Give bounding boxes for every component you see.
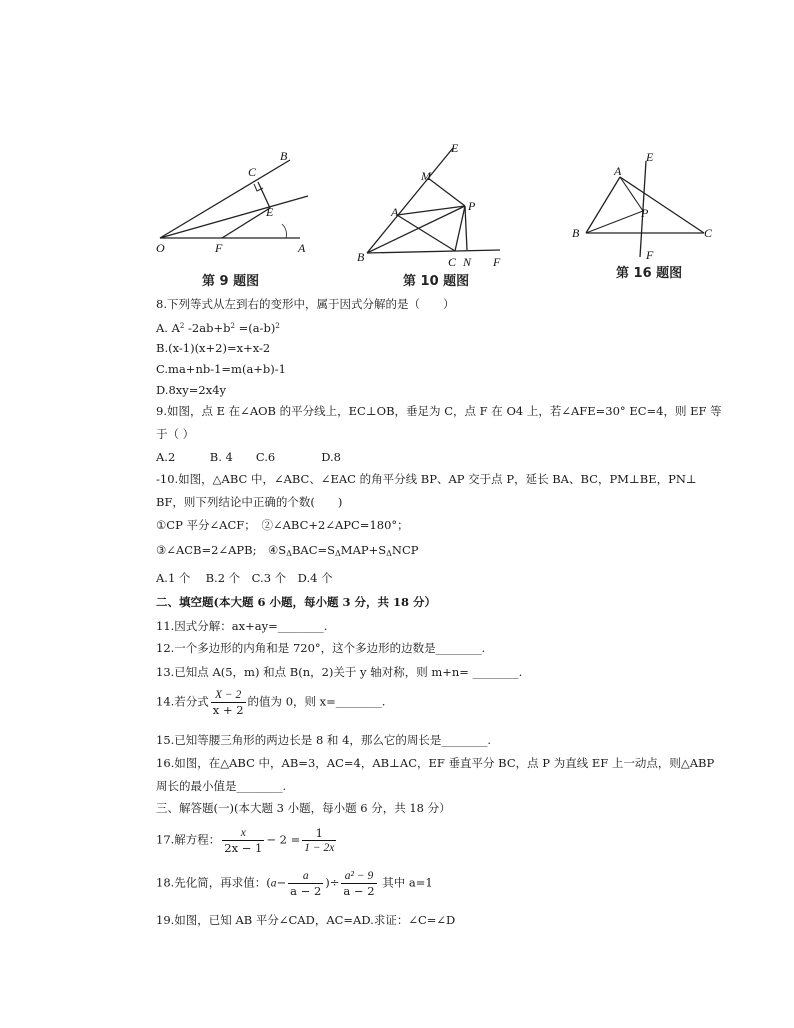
fig10-caption: 第 10 题图 (403, 274, 470, 289)
fig10-label-n: N (463, 255, 472, 269)
figure-10 (355, 140, 515, 299)
fig16-caption: 第 16 题图 (616, 266, 683, 281)
q10-options: A.1 个 B.2 个 C.3 个 D.4 个 (156, 571, 333, 585)
q8-option-b: B.(x-1)(x+2)=x+x-2 (156, 341, 271, 355)
fig16-label-c: C (704, 226, 713, 240)
fig9-label-a: A (298, 241, 306, 255)
fig10-label-p: P (468, 199, 476, 213)
q10-line-4: ③∠ACB=2∠APB; $④S_\Delta BAC=S_\Delta MAP+S_\Delta NCP$ (156, 543, 419, 558)
q11: 11.因式分解：ax+ay=________. (156, 619, 328, 633)
fig9-label-o: O (156, 241, 165, 255)
q10-line-1: -10.如图，△ABC 中，∠ABC、∠EAC 的角平分线 BP、AP 交于点 P，延长 BA、BC，PM⊥BE，PN⊥ (156, 472, 697, 486)
fig16-label-e: E (646, 150, 654, 164)
fig10-label-e: E (451, 141, 459, 155)
q10-line-3: ①CP 平分∠ACF； ②∠ABC+2∠APC=180°； (156, 518, 409, 532)
fig9-label-b: B (280, 149, 288, 163)
fig10-label-b: B (357, 250, 365, 264)
fig10-label-a: A (391, 205, 399, 219)
q14-fraction: $\frac{X - 2}{x + 2}$ (212, 689, 244, 717)
q17-fraction-1: $\frac{x}{2x - 1}$ (224, 827, 263, 855)
figures-row (0, 0, 794, 300)
q14: 14.若分式 $\frac{X - 2}{x + 2}$ 的值为 0，则 x=________. (156, 689, 386, 717)
fig9-label-e: E (266, 205, 274, 219)
q19: 19.如图，已知 AB 平分∠CAD，AC=AD.求证：∠C=∠D (156, 913, 456, 927)
fig9-caption: 第 9 题图 (202, 274, 260, 289)
q9-line-2: 于（ ） (156, 427, 195, 441)
q13: 13.已知点 A(5，m) 和点 B(n，2)关于 y 轴对称，则 m+n= ________. (156, 665, 523, 679)
q10-line-2: BF，则下列结论中正确的个数( ) (156, 495, 343, 509)
fig9-label-f: F (215, 241, 223, 255)
fig16-label-a: A (614, 164, 622, 178)
fig9-label-c: C (248, 165, 257, 179)
fig16-label-p: P (641, 206, 649, 220)
q8-option-c: C.ma+nb-1=m(a+b)-1 (156, 362, 286, 376)
figure-16-diagram (568, 145, 718, 285)
fig10-label-m: M (421, 169, 431, 183)
figure-16 (568, 145, 718, 289)
q9-options: A.2 B. 4 C.6 D.8 (156, 450, 341, 464)
q8-stem: 8.下列等式从左到右的变形中，属于因式分解的是（ ） (156, 297, 455, 311)
q16-line-2: 周长的最小值是________. (156, 779, 287, 793)
q17-fraction-2: $\frac{1}{1 - 2x}$ (304, 826, 335, 854)
figure-10-diagram (355, 140, 515, 295)
q12: 12.一个多边形的内角和是 720°，这个多边形的边数是________. (156, 641, 486, 655)
section-3-heading: 三、解答题(一)(本大题 3 小题，每小题 6 分，共 18 分） (156, 801, 451, 815)
figure-9-diagram (150, 140, 325, 290)
q16-line-1: 16.如图，在△ABC 中，AB=3，AC=4，AB⊥AC，EF 垂直平分 BC，点 P 为直线 EF 上一动点，则△ABP (156, 756, 715, 770)
q8-option-d: D.8xy=2x4y (156, 383, 227, 397)
figure-9 (150, 140, 325, 294)
q15: 15.已知等腰三角形的两边长是 8 和 4，那么它的周长是________. (156, 733, 492, 747)
fig16-label-b: B (572, 226, 580, 240)
q18-fraction-1: $\frac{a}{a - 2}$ (290, 870, 322, 898)
fig10-label-c: C (448, 255, 457, 269)
section-2-heading: 二、填空题(本大题 6 小题，每小题 3 分，共 18 分） (156, 595, 436, 609)
q8-option-a: A. $A^2$ $-2ab+b^2 =(a-b)^2$ (156, 321, 280, 335)
q9-line-1: 9.如图，点 E 在∠AOB 的平分线上，EC⊥OB，垂足为 C，点 F 在 O4 上，若∠AFE=30° EC=4，则 EF 等 (156, 404, 722, 418)
q18-fraction-2: $\frac{\text{a² − 9}}{a - 2}$ (343, 870, 375, 898)
q17: 17.解方程： $\frac{x}{2x - 1}$ − 2 = $\frac{1}{1 - 2x}$ (156, 826, 335, 855)
fig10-label-f: F (493, 255, 501, 269)
fig16-label-f: F (646, 248, 654, 262)
q18: 18.先化简，再求值：(a− $\frac{a}{a - 2}$ )÷ $\frac{\text{a² − 9}}{a - 2}$ 其中 a=1 (156, 870, 433, 898)
